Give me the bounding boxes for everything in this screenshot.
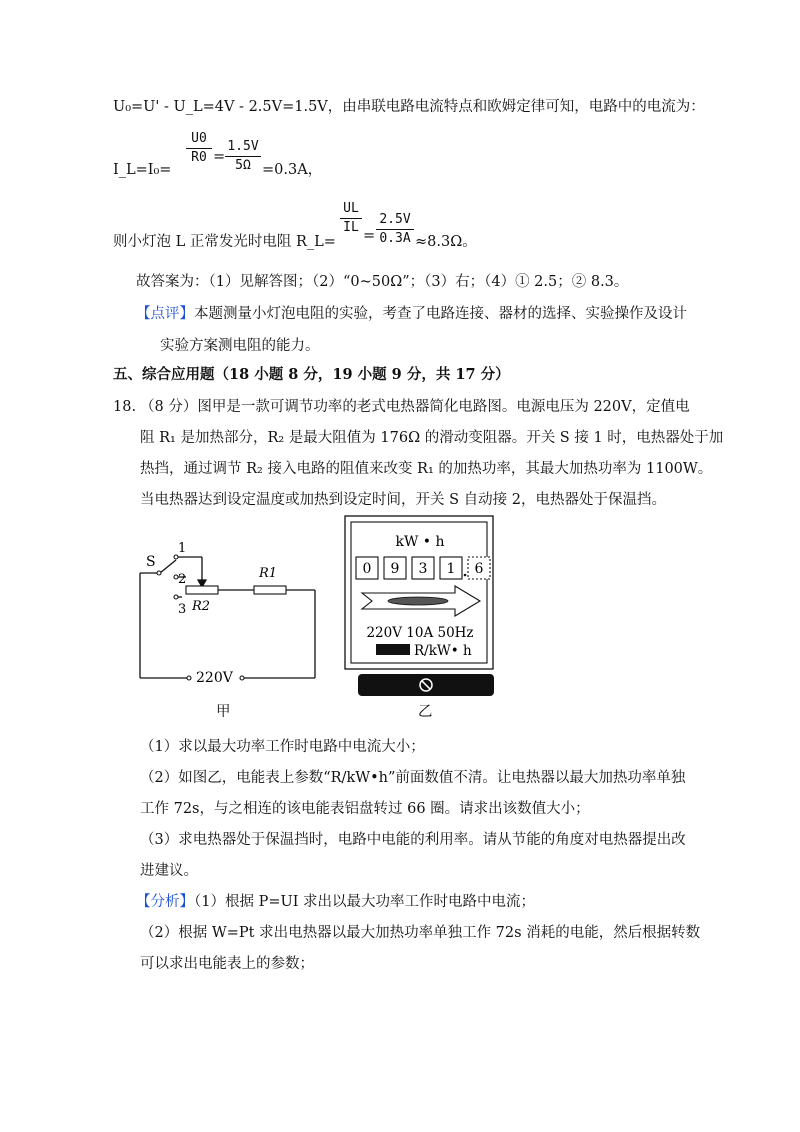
answer-line: 故答案为：（1）见解答图；（2）“0~50Ω”；（3）右；（4）① 2.5；② 8.3。	[136, 274, 629, 290]
question-line-2: 阻 R₁ 是加热部分，R₂ 是最大阻值为 176Ω 的滑动变阻器。开关 S 接 1 时，电热器处于加	[140, 430, 724, 446]
sub-question-1: （1）求以最大功率工作时电路中电流大小；	[140, 739, 425, 755]
revolution-unit: R/kW• h	[414, 643, 472, 659]
sub-question-2-line-1: （2）如图乙，电能表上参数“R/kW•h”前面数值不清。让电热器以最大加热功率单独	[140, 770, 686, 786]
circuit-diagram	[132, 540, 332, 710]
comment-line-1: 【点评】本题测量小灯泡电阻的实验，考查了电路连接、器材的选择、实验操作及设计	[136, 306, 687, 322]
question-line-1: （8 分）图甲是一款可调节功率的老式电热器简化电路图。电源电压为 220V，定值电	[140, 399, 690, 415]
question-line-3: 热挡，通过调节 R₂ 接入电路的阻值来改变 R₁ 的加热功率，其最大加热功率为 1100W。	[140, 461, 713, 477]
meter-unit-label: kW • h	[395, 534, 445, 550]
analysis-line-2: （2）根据 W=Pt 求出电热器以最大加热功率单独工作 72s 消耗的电能，然后根据转数	[140, 925, 701, 941]
r1-label: R1	[259, 566, 278, 581]
r2-label: R2	[192, 599, 211, 614]
question-number: 18.	[113, 399, 137, 415]
fraction-denominator: IL	[343, 220, 359, 235]
fraction-numerator: U0	[191, 131, 207, 146]
current-result: =0.3A，	[262, 162, 323, 178]
resistance-equation-prefix: 则小灯泡 L 正常发光时电阻 R_L=	[113, 234, 336, 250]
source-voltage-label: 220V	[196, 670, 233, 686]
fraction-numerator: UL	[343, 201, 359, 216]
sub-question-3-line-1: （3）求电热器处于保温挡时，电路中电能的利用率。请从节能的角度对电热器提出改	[140, 832, 686, 848]
sub-question-3-line-2: 进建议。	[140, 863, 198, 879]
resistance-fraction-values	[376, 212, 414, 247]
resistance-result: ≈8.3Ω。	[415, 234, 477, 250]
comment-tag: 【点评】	[136, 306, 194, 322]
analysis-tag: 【分析】	[136, 894, 194, 910]
contact-2-label: 2	[178, 572, 187, 587]
fraction-numerator: 2.5V	[379, 212, 411, 227]
contact-3-label: 3	[178, 602, 187, 617]
fraction-denominator: R0	[191, 150, 207, 165]
current-equation-prefix: I_L=I₀=	[113, 162, 172, 178]
equals-sign: =	[213, 149, 226, 165]
equals-sign: =	[363, 228, 376, 244]
meter-digit-2: 9	[390, 561, 400, 577]
electricity-meter	[340, 513, 500, 698]
obscured-value-block	[376, 644, 410, 655]
meter-digit-5: 6	[474, 561, 484, 577]
figure-yi-caption: 乙	[418, 704, 433, 720]
voltage-equation-line: U₀=U' - U_L=4V - 2.5V=1.5V，由串联电路电流特点和欧姆定律可知，电路中的电流为：	[113, 99, 705, 115]
fraction-denominator: 0.3A	[379, 231, 411, 246]
fraction-numerator: 1.5V	[227, 139, 259, 154]
meter-rating: 220V 10A 50Hz	[366, 625, 474, 641]
current-fraction-u0-r0	[186, 131, 212, 166]
analysis-line-1: 【分析】（1）根据 P=UI 求出以最大功率工作时电路中电流；	[136, 894, 536, 910]
current-fraction-values	[225, 139, 261, 174]
question-line-4: 当电热器达到设定温度或加热到设定时间，开关 S 自动接 2，电热器处于保温挡。	[140, 492, 666, 508]
comment-line-2: 实验方案测电阻的能力。	[160, 338, 320, 354]
switch-label: S	[146, 554, 156, 570]
meter-digit-1: 0	[362, 561, 372, 577]
fraction-denominator: 5Ω	[235, 158, 251, 173]
sub-question-2-line-2: 工作 72s，与之相连的该电能表铝盘转过 66 圈。请求出该数值大小；	[140, 801, 590, 817]
contact-1-label: 1	[178, 541, 187, 556]
meter-digit-3: 3	[418, 561, 428, 577]
meter-digit-4: 1	[446, 561, 456, 577]
analysis-line-3: 可以求出电能表上的参数；	[140, 956, 314, 972]
resistance-fraction-ul-il	[340, 201, 362, 236]
figure-jia-caption: 甲	[216, 704, 231, 720]
section-heading: 五、综合应用题（18 小题 8 分，19 小题 9 分，共 17 分）	[113, 366, 510, 383]
